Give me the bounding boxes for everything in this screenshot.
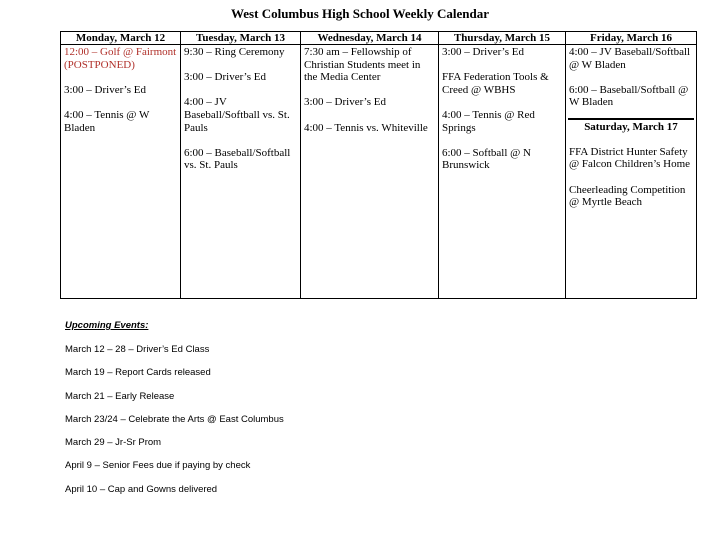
day-header-monday: Monday, March 12 — [61, 32, 181, 45]
calendar-event: 6:00 – Baseball/Softball vs. St. Pauls — [184, 146, 291, 172]
day-header-saturday: Saturday, March 17 — [568, 118, 694, 134]
upcoming-event-item: March 19 – Report Cards released — [65, 367, 211, 379]
calendar-event: FFA Federation Tools & Creed @ WBHS — [442, 71, 549, 96]
upcoming-event-item: April 9 – Senior Fees due if paying by check — [65, 460, 251, 472]
upcoming-event-item: March 12 – 28 – Driver’s Ed Class — [65, 344, 210, 355]
calendar-event: Cheerleading Competition @ Myrtle Beach — [569, 183, 686, 209]
calendar-event: 4:00 – JV Baseball/Softball @ W Bladen — [569, 46, 691, 71]
day-cell-thursday — [439, 45, 566, 299]
calendar-event: 4:00 – Tennis vs. Whiteville — [304, 121, 428, 134]
day-header-wednesday: Wednesday, March 14 — [301, 32, 439, 45]
calendar-body-row — [61, 45, 697, 299]
weekly-calendar-table — [60, 31, 697, 299]
day-cell-wednesday — [301, 45, 439, 299]
upcoming-events — [65, 320, 284, 507]
calendar-event: 3:00 – Driver’s Ed — [64, 83, 146, 96]
day-cell-monday — [61, 45, 181, 299]
calendar-event: 9:30 – Ring Ceremony — [184, 46, 285, 58]
upcoming-event-item: March 21 – Early Release — [65, 390, 175, 402]
calendar-event: 12:00 – Golf @ Fairmont (POSTPONED) — [64, 46, 177, 71]
day-header-tuesday: Tuesday, March 13 — [181, 32, 301, 45]
day-header-friday: Friday, March 16 — [566, 32, 697, 45]
day-cell-friday — [566, 45, 697, 299]
calendar-event: 3:00 – Driver’s Ed — [442, 46, 524, 58]
calendar-event: FFA District Hunter Safety @ Falcon Children’s Home — [569, 145, 691, 171]
calendar-event: 4:00 – Tennis @ W Bladen — [64, 108, 150, 134]
upcoming-events-heading: Upcoming Events: — [65, 320, 149, 331]
calendar-event: 4:00 – Tennis @ Red Springs — [442, 108, 535, 134]
calendar-event: 6:00 – Baseball/Softball @ W Bladen — [569, 83, 689, 109]
upcoming-event-item: April 10 – Cap and Gowns delivered — [65, 483, 218, 495]
calendar-event: 3:00 – Driver’s Ed — [184, 71, 266, 84]
calendar-event: 3:00 – Driver’s Ed — [304, 96, 386, 109]
upcoming-event-item: March 23/24 – Celebrate the Arts @ East Columbus — [65, 413, 284, 425]
page-title: West Columbus High School Weekly Calendar — [231, 6, 489, 21]
day-cell-tuesday — [181, 45, 301, 299]
calendar-header-row — [61, 32, 697, 45]
calendar-event: 4:00 – JV Baseball/Softball vs. St. Pauls — [184, 96, 290, 134]
calendar-event: 7:30 am – Fellowship of Christian Students meet in the Media Center — [304, 46, 421, 84]
upcoming-event-item: March 29 – Jr-Sr Prom — [65, 437, 162, 449]
calendar-event: 6:00 – Softball @ N Brunswick — [442, 146, 531, 172]
day-header-thursday: Thursday, March 15 — [439, 32, 566, 45]
